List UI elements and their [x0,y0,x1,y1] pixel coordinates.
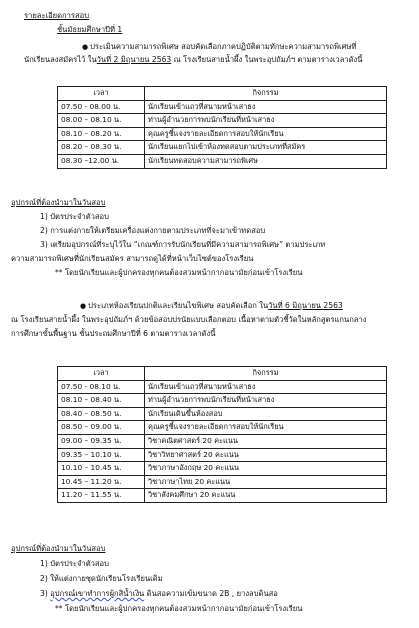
section-title: รายละเอียดการสอบ [24,11,90,20]
time-column-header: เวลา [58,367,145,381]
time-cell: 08.10 – 08.20 น. [58,127,145,141]
part1-equipment-item: 2) การแต่งกายให้เตรียมเครื่องแต่งกายตามประเภทที่จะมาเข้าทดสอบ [40,226,266,235]
part2-schedule-table [57,366,387,503]
table-row [58,407,387,421]
part2-intro-line1: ● ประเภทห้องเรียนปกติและเรียนไขพิเศษ สอบคัดเลือก ในวันที่ 6 มิถุนายน 2563 [80,301,343,310]
activity-cell: วิชาภาษาอังกฤษ 20 คะแนน [145,462,387,476]
activity-cell: นักเรียนทดสอบความสามารถพิเศษ [145,154,387,168]
part2-exam-date: วันที่ 6 มิถุนายน 2563 [268,301,343,310]
time-cell: 07.50 - 08.10 น. [58,380,145,394]
part1-equipment-item: 1) บัตรประจำตัวสอบ [40,212,109,221]
time-cell: 08.20 – 08.30 น. [58,141,145,155]
part2-equipment-item: 1) บัตรประจำตัวสอบ [40,559,109,568]
activity-cell: นักเรียนแยกไปเข้าห้องทดสอบตามประเภทที่สมัคร [145,141,387,155]
part1-note: ** โดยนักเรียนและผู้ปกครองทุกคนต้องสวมหน้ากากอนามัยก่อนเข้าโรงเรียน [55,268,303,277]
time-cell: 08.00 – 08.10 น. [58,114,145,128]
table-row [58,421,387,435]
part1-schedule-table [57,86,387,169]
activity-cell: วิชาคณิตศาสตร์ 20 คะแนน [145,434,387,448]
time-column-header: เวลา [58,87,145,101]
activity-cell: นักเรียนเข้าแถวที่สนามหน้าเสาธง [145,380,387,394]
table-row [58,141,387,155]
time-cell: 08.10 – 08.40 น. [58,394,145,408]
table-row [58,489,387,503]
activity-cell: ท่านผู้อำนวยการพบนักเรียนที่หน้าเสาธง [145,114,387,128]
bullet-icon: ● [80,302,87,310]
table-row [58,448,387,462]
part2-equipment-item: 3) อุปกรณ์เขาทำการผู้กสิน้ำเงิน ดินสอความเข้มขนาด 2B , ยางลบดินสอ [40,589,278,598]
time-cell: 09.00 – 09.35 น. [58,434,145,448]
part1-equipment-item-cont: ความสามารถพิเศษที่นักเรียนสมัคร สามารถดูได้ที่หน้าเว็บไซต์ของโรงเรียน [11,254,254,263]
part1-exam-date: วันที่ 2 มิถุนายน 2563 [96,55,172,64]
part1-equipment-item: 3) เตรียมอุปกรณ์ที่ระบุไว้ใน “เกณฑ์การรับนักเรียนที่มีความสามารถพิเศษ” ตามประเภท [40,240,326,249]
table-header-row [58,87,387,101]
activity-cell: คุณครูชี้แจงรายละเอียดการสอบให้นักเรียน [145,127,387,141]
activity-column-header: กิจกรรม [145,87,387,101]
time-cell: 08.50 – 09.00 น. [58,421,145,435]
time-cell: 11.20 – 11.55 น. [58,489,145,503]
table-row [58,154,387,168]
table-row [58,380,387,394]
time-cell: 10.10 – 10.45 น. [58,462,145,476]
table-row [58,434,387,448]
part1-intro-line2: นักเรียนลงสมัครไว้ ในวันที่ 2 มิถุนายน 2563 ณ โรงเรียนสายน้ำผึ้ง ในพระอุปถัมภ์ฯ ตามตารางเวลาดังนี้ [24,55,363,64]
activity-cell: วิชาภาษาไทย 20 คะแนน [145,475,387,489]
time-cell: 08.30 –12.00 น. [58,154,145,168]
activity-column-header: กิจกรรม [145,367,387,381]
activity-cell: นักเรียนเดินขึ้นห้องสอบ [145,407,387,421]
table-row [58,114,387,128]
time-cell: 10.45 – 11.20 น. [58,475,145,489]
spellcheck-underlined-text: อุปกรณ์เขาทำการผู้กสิน้ำเงิน [50,589,145,598]
activity-cell: วิชาสังคมศึกษา 20 คะแนน [145,489,387,503]
part2-intro-line3: การศึกษาขั้นพื้นฐาน ชั้นประถมศึกษาปีที่ 6 ตามตารางเวลาดังนี้ [11,329,216,338]
time-cell: 08.40 – 08.50 น. [58,407,145,421]
table-header-row [58,367,387,381]
time-cell: 07.50 - 08.00 น. [58,100,145,114]
table-row [58,127,387,141]
activity-cell: วิชาวิทยาศาสตร์ 20 คะแนน [145,448,387,462]
activity-cell: คุณครูชี้แจงรายละเอียดการสอบให้นักเรียน [145,421,387,435]
activity-cell: ท่านผู้อำนวยการพบนักเรียนที่หน้าเสาธง [145,394,387,408]
part1-equipment-title: อุปกรณ์ที่ต้องนำมาในวันสอบ [11,198,106,207]
time-cell: 09.35 – 10.10 น. [58,448,145,462]
table-row [58,100,387,114]
table-row [58,475,387,489]
table-row [58,394,387,408]
table-row [58,462,387,476]
part2-note: ** โดยนักเรียนและผู้ปกครองทุกคนต้องสวมหน้ากากอนามัยก่อนเข้าโรงเรียน [55,604,303,613]
part2-equipment-item: 2) ให้แต่งกายชุดนักเรียนโรงเรียนเดิม [40,574,163,583]
part1-intro-line1: ● ประเมินความสามารถพิเศษ สอบคัดเลือกภาคปฏิบัติตามทักษะความสามารถพิเศษที่ [82,42,357,51]
part2-equipment-title: อุปกรณ์ที่ต้องนำมาในวันสอบ [11,544,106,553]
grade-heading: ชั้นมัธยมศึกษาปีที่ 1 [57,25,123,34]
part2-intro-line2: ณ โรงเรียนสายน้ำผึ้ง ในพระอุปถัมภ์ฯ ด้วยข้อสอบปรนัยแบบเลือกตอบ เนื้อหาตามตัวชี้วัดในหลักสูตรแกนกลาง [11,315,367,324]
activity-cell: นักเรียนเข้าแถวที่สนามหน้าเสาธง [145,100,387,114]
bullet-icon: ● [82,43,89,51]
